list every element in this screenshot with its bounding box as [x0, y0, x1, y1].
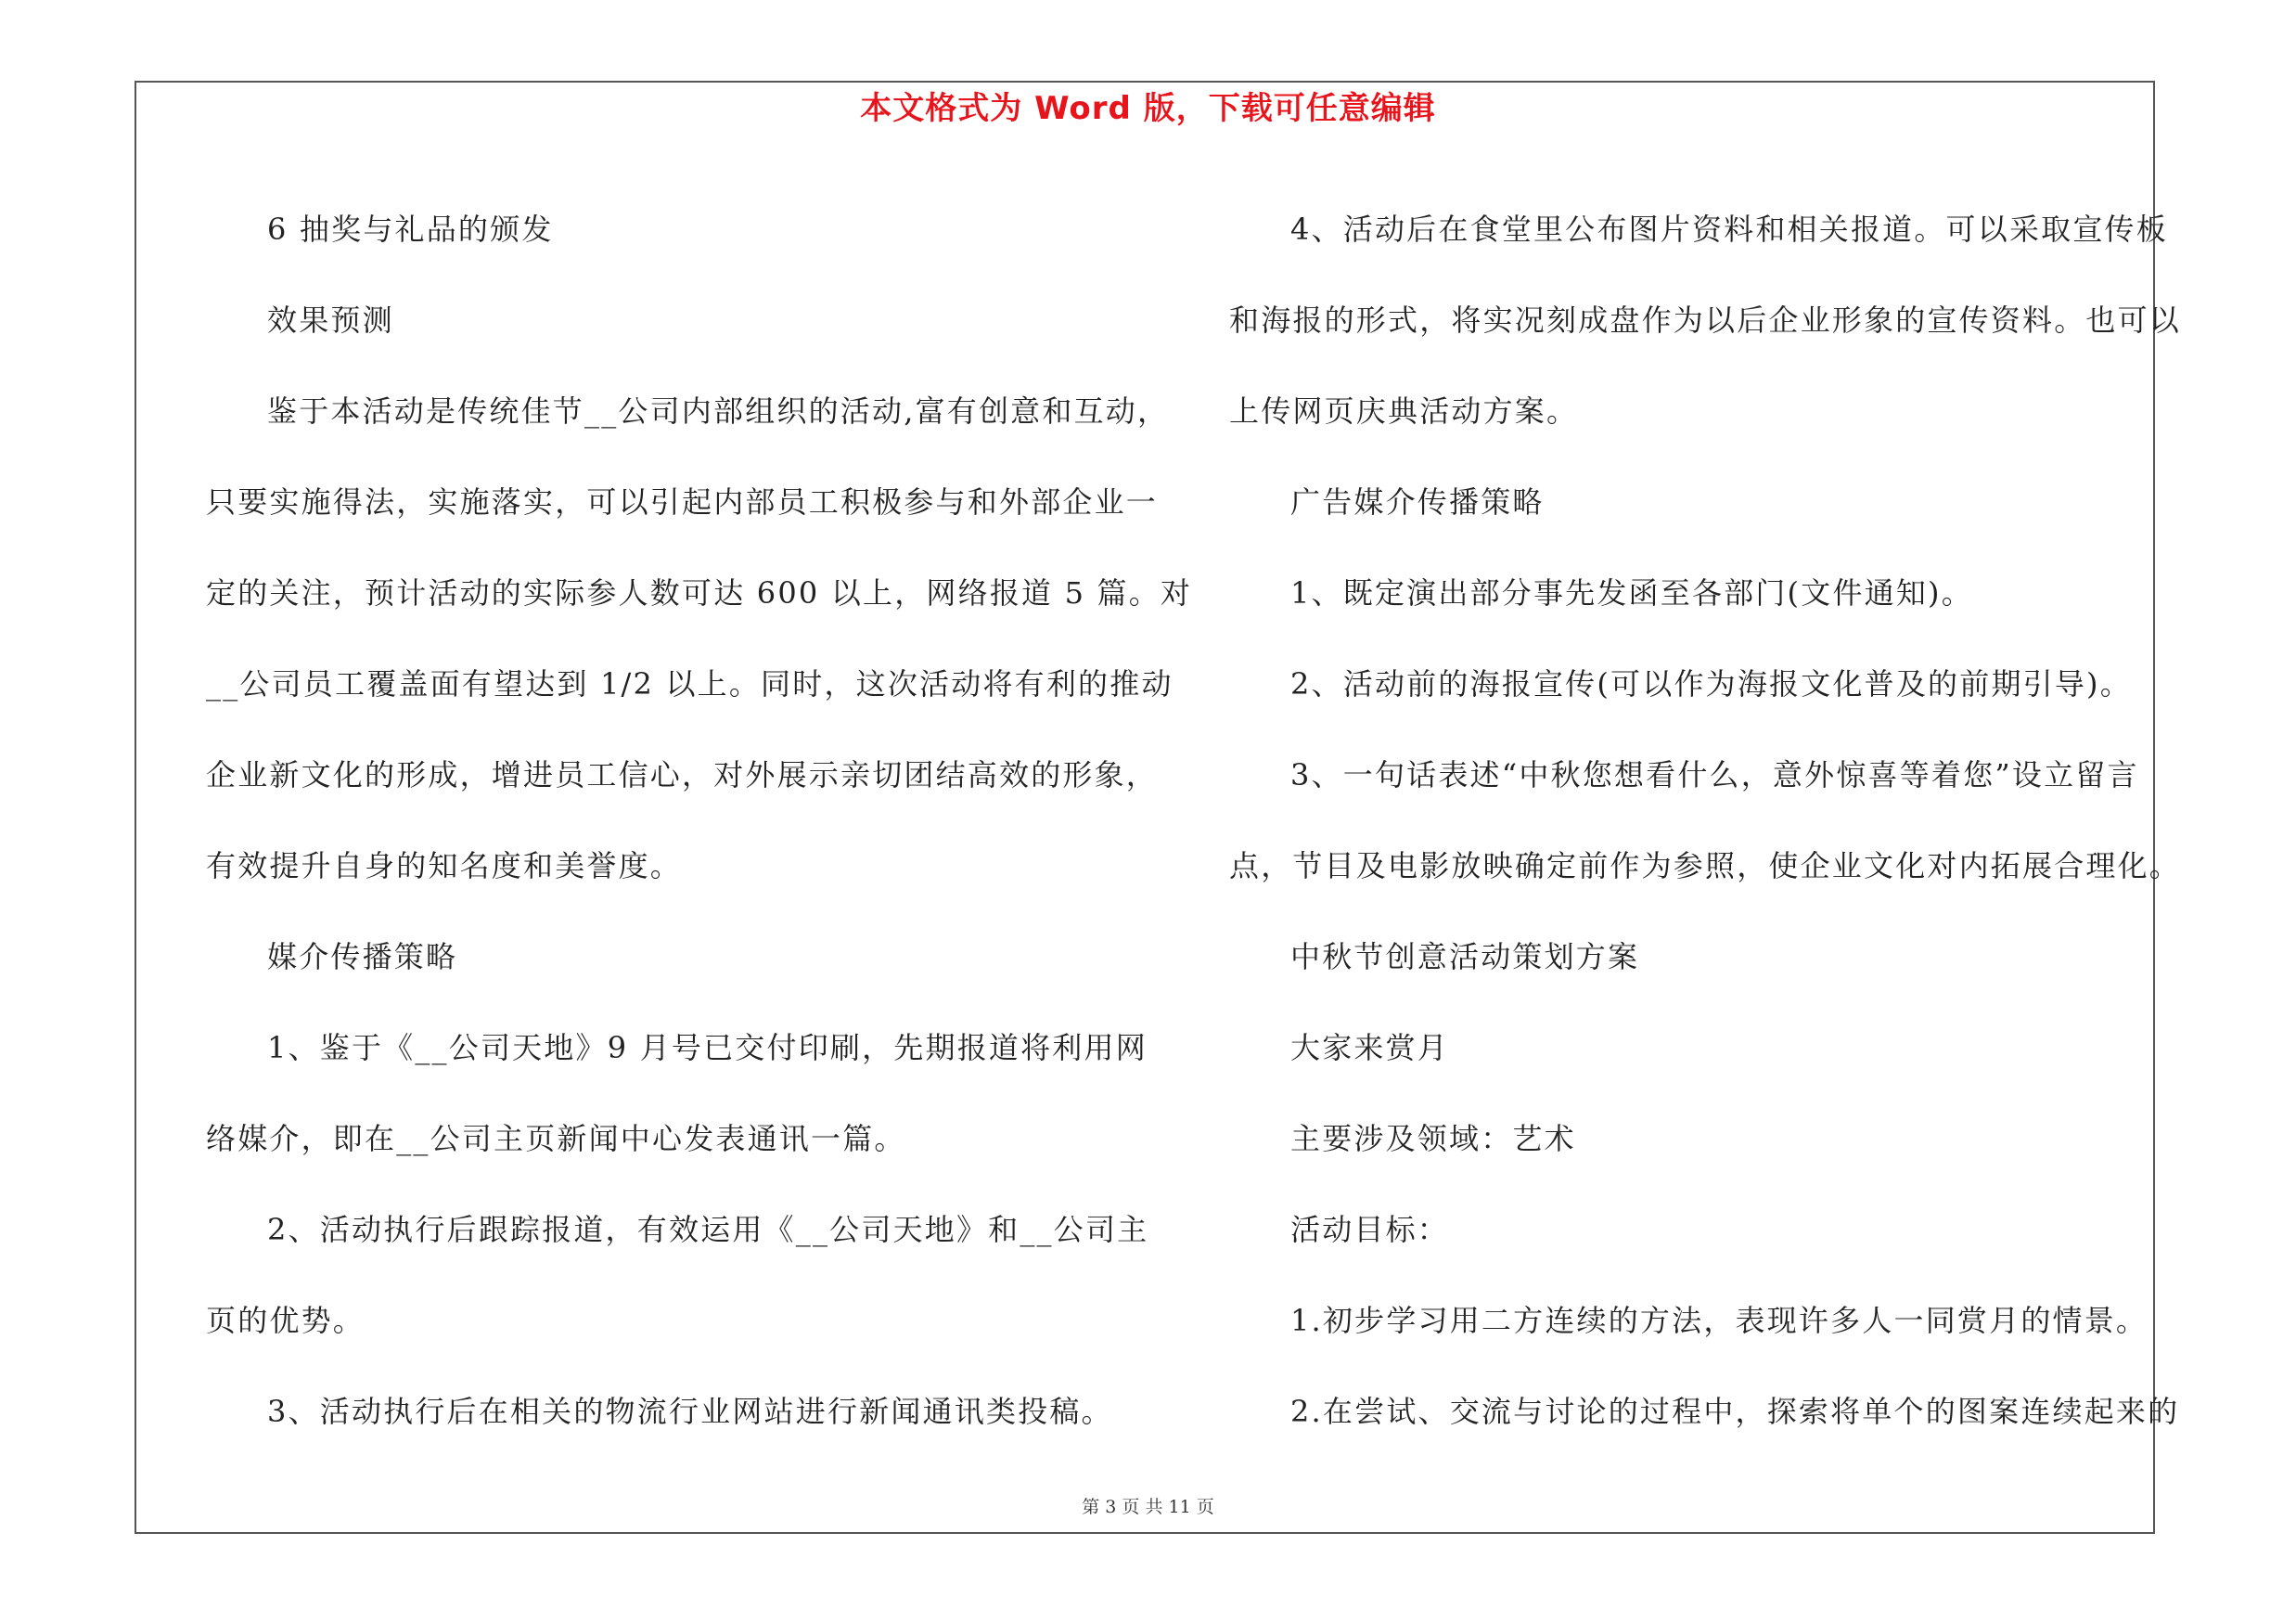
text-line: 点，节目及电影放映确定前作为参照，使企业文化对内拓展合理化。	[1229, 848, 2182, 883]
text-line: 2、活动前的海报宣传(可以作为海报文化普及的前期引导)。	[1290, 666, 2132, 702]
text-line: 有效提升自身的知名度和美誉度。	[206, 848, 683, 883]
text-line: 3、一句话表述“中秋您想看什么，意外惊喜等着您”设立留言	[1290, 757, 2139, 792]
text-line: 1、既定演出部分事先发函至各部门(文件通知)。	[1290, 575, 1973, 611]
text-line: 定的关注，预计活动的实际参人数可达 600 以上，网络报道 5 篇。对	[206, 575, 1193, 611]
text-line: 2.在尝试、交流与讨论的过程中，探索将单个的图案连续起来的	[1290, 1394, 2180, 1429]
word-format-banner: 本文格式为 Word 版，下载可任意编辑	[860, 90, 1436, 127]
text-line: 3、活动执行后在相关的物流行业网站进行新闻通讯类投稿。	[267, 1394, 1113, 1429]
text-line: 鉴于本活动是传统佳节__公司内部组织的活动,富有创意和互动，	[267, 393, 1170, 429]
text-line: 活动目标：	[1290, 1212, 1450, 1247]
text-line: __公司员工覆盖面有望达到 1/2 以上。同时，这次活动将有利的推动	[206, 666, 1174, 702]
text-line: 中秋节创意活动策划方案	[1290, 939, 1640, 974]
text-line: 效果预测	[267, 303, 394, 338]
text-line: 2、活动执行后跟踪报道，有效运用《__公司天地》和__公司主	[267, 1212, 1149, 1247]
text-line: 广告媒介传播策略	[1290, 484, 1545, 520]
text-line: 和海报的形式，将实况刻成盘作为以后企业形象的宣传资料。也可以	[1229, 303, 2182, 338]
left-text-column	[206, 184, 1193, 1457]
page-number-footer: 第 3 页 共 11 页	[1082, 1497, 1214, 1517]
text-line: 4、活动后在食堂里公布图片资料和相关报道。可以采取宣传板	[1290, 212, 2168, 247]
right-text-column	[1229, 184, 2240, 1457]
text-line: 上传网页庆典活动方案。	[1229, 393, 1579, 429]
text-line: 1、鉴于《__公司天地》9 月号已交付印刷，先期报道将利用网	[267, 1030, 1148, 1065]
text-line: 1.初步学习用二方连续的方法，表现许多人一同赏月的情景。	[1290, 1303, 2148, 1338]
text-line: 络媒介，即在__公司主页新闻中心发表通讯一篇。	[206, 1121, 906, 1156]
text-line: 只要实施得法，实施落实，可以引起内部员工积极参与和外部企业一	[206, 484, 1159, 520]
text-line: 企业新文化的形成，增进员工信心，对外展示亲切团结高效的形象，	[206, 757, 1159, 792]
text-line: 页的优势。	[206, 1303, 366, 1338]
text-line: 主要涉及领域：艺术	[1290, 1121, 1576, 1156]
text-line: 大家来赏月	[1290, 1030, 1450, 1065]
text-line: 6 抽奖与礼品的颁发	[267, 212, 554, 247]
text-line: 媒介传播策略	[267, 939, 458, 974]
